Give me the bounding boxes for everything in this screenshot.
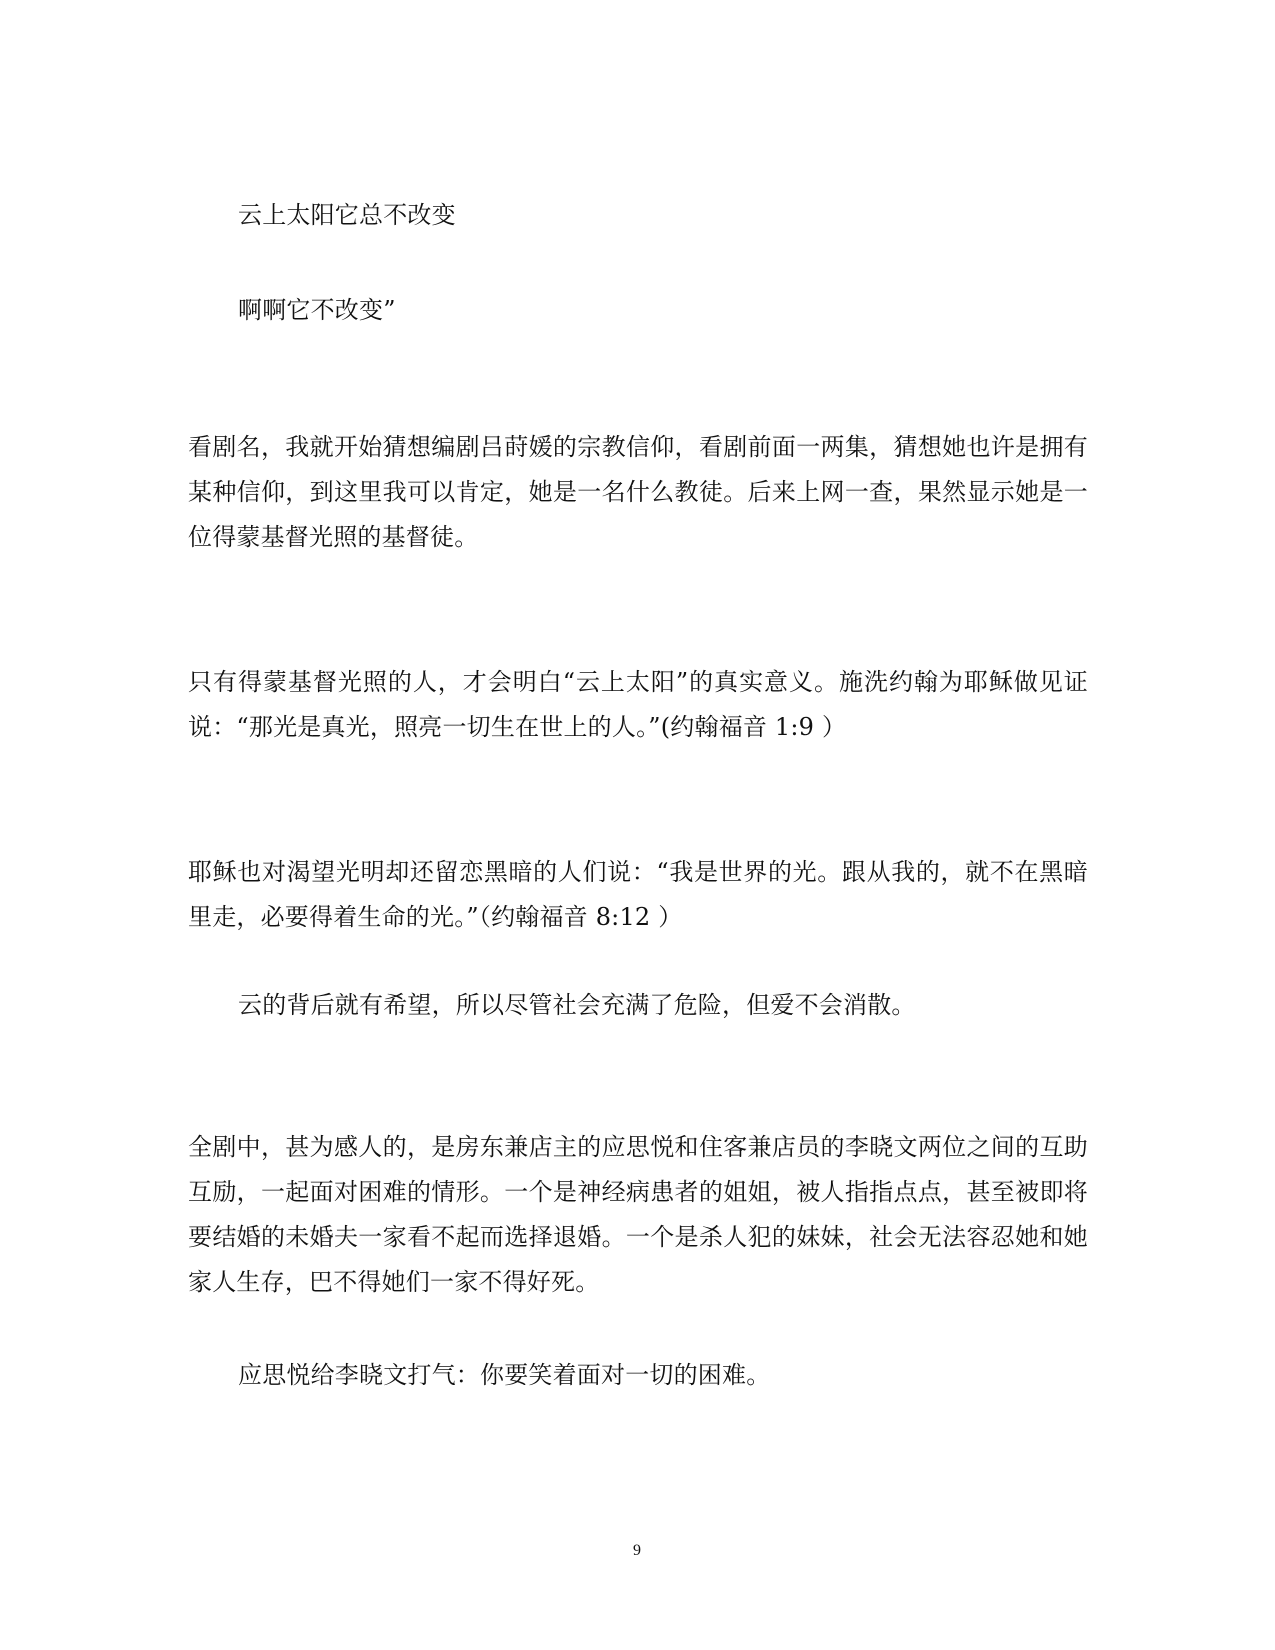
lyric-line-1: 云上太阳它总不改变 [238,201,456,229]
paragraph-2: 只有得蒙基督光照的人，才会明白“云上太阳”的真实意义。施洗约翰为耶稣做见证说：“那光是真光，照亮一切生在世上的人。”(约翰福音 1:9 ） [188,668,1088,741]
paragraph-5: 全剧中，甚为感人的，是房东兼店主的应思悦和住客兼店员的李晓文两位之间的互助互励，一起面对困难的情形。一个是神经病患者的姐姐，被人指指点点，甚至被即将要结婚的未婚夫一家看不起而选择退婚。一个是杀人犯的妹妹，社会无法容忍她和她家人生存，巴不得她们一家不得好死。 [188,1133,1088,1296]
paragraph-6: 应思悦给李晓文打气：你要笑着面对一切的困难。 [238,1361,771,1389]
paragraph-4: 云的背后就有希望，所以尽管社会充满了危险，但爱不会消散。 [238,991,916,1019]
paragraph-3: 耶稣也对渴望光明却还留恋黑暗的人们说：“我是世界的光。跟从我的，就不在黑暗里走，必要得着生命的光。”（约翰福音 8:12 ） [188,858,1088,931]
page-number: 9 [633,1542,641,1559]
lyric-line-2: 啊啊它不改变” [238,296,396,324]
paragraph-1: 看剧名，我就开始猜想编剧吕莳媛的宗教信仰，看剧前面一两集，猜想她也许是拥有某种信仰，到这里我可以肯定，她是一名什么教徒。后来上网一查，果然显示她是一位得蒙基督光照的基督徒。 [188,433,1088,551]
